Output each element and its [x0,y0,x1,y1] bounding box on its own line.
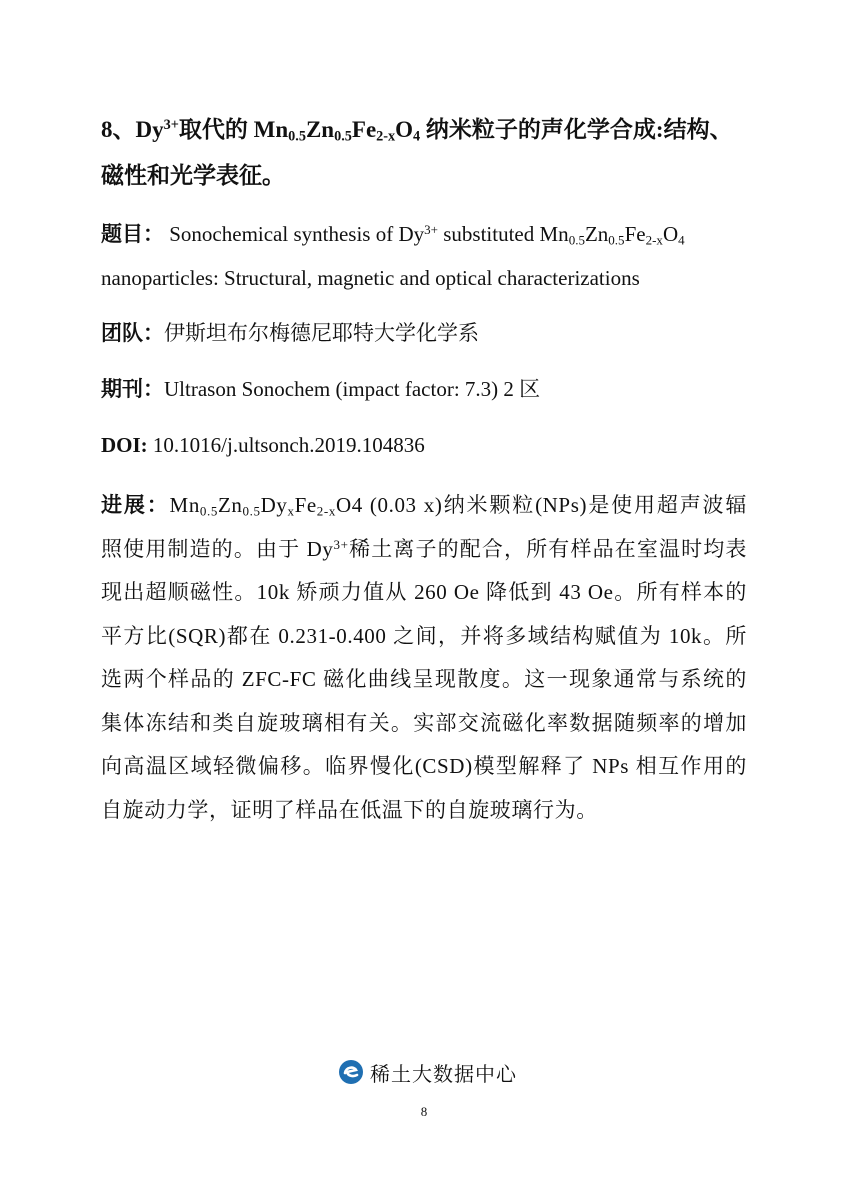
team-label: 团队： [101,321,164,345]
doi-line [101,429,425,461]
title-label: 题目： [101,222,164,246]
page-number: 8 [420,1104,428,1119]
progress-text: Dy [260,493,288,517]
article-heading [101,107,749,199]
title-text: Sonochemical synthesis of Dy [164,222,425,246]
progress-text: 稀土离子的配合，所有样品在室温时均表现出超顺磁性。10k 矫顽力值从 260 Oe 降低到 43 Oe。所有样本的平方比(SQR)都在 0.231-0.400 之间，并将多域结构赋值为 10k。所选两个样品的 ZFC-FC 磁化曲线呈现散度。这一现象通常与系统的集体冻结和类自旋玻璃相有关。实部交流磁化率数据随频率的增加向高温区域轻微偏移。临界慢化(CSD)模型解释了 NPs 相互作用的自旋动力学，证明了样品在低温下的自旋玻璃行为。 [101,536,747,822]
title-text: O [662,222,679,246]
progress-subscript: 2-x [316,503,336,519]
rare-earth-logo-icon [338,1059,364,1085]
progress-paragraph [101,484,747,832]
heading-subscript: 2-x [376,128,396,145]
progress-text: Zn [218,493,243,517]
progress-label: 进展： [101,493,170,517]
journal-line [101,373,540,405]
title-subscript: 2-x [645,232,663,248]
heading-text: O [395,117,414,142]
heading-subscript: 4 [413,128,421,145]
title-line-2: nanoparticles: Structural, magnetic and optical characterizations [101,266,640,290]
footer-logo-text: 稀土大数据中心 [370,1063,517,1086]
title-text: Zn [584,222,609,246]
journal-label: 期刊： [101,377,164,401]
journal-value: Ultrason Sonochem (impact factor: 7.3) 2 区 [164,377,541,401]
doi-value: 10.1016/j.ultsonch.2019.104836 [147,433,425,457]
heading-number: 8、Dy [101,117,164,142]
progress-subscript: 0.5 [199,503,218,519]
doi-label: DOI: [101,433,148,457]
title-text: substituted Mn [438,222,569,246]
progress-superscript: 3+ [333,536,349,552]
title-subscript: 0.5 [608,232,625,248]
team-value: 伊斯坦布尔梅德尼耶特大学化学系 [164,321,479,345]
heading-text: Zn [305,117,335,142]
team-line [101,317,479,349]
progress-text: Mn [169,493,200,517]
heading-text: 取代的 Mn [178,117,289,142]
title-subscript: 0.5 [568,232,585,248]
title-text: Fe [624,222,646,246]
progress-text: O4 (0.03 x)纳米颗粒(NPs)是使用超声波辐照使用制造的。由于 Dy [101,493,747,561]
title-subscript: 4 [678,232,685,248]
progress-subscript: 0.5 [242,503,261,519]
footer-logo [338,1057,517,1087]
title-superscript: 3+ [424,221,438,237]
heading-superscript: 3+ [163,117,179,134]
heading-text: 纳米粒子的声化学合成:结构、磁性和光学表征。 [101,117,733,188]
progress-text: Fe [294,493,317,517]
heading-subscript: 0.5 [334,128,352,145]
heading-subscript: 0.5 [288,128,306,145]
title-line [101,218,685,250]
progress-subscript: x [287,503,295,519]
heading-text: Fe [351,117,377,142]
